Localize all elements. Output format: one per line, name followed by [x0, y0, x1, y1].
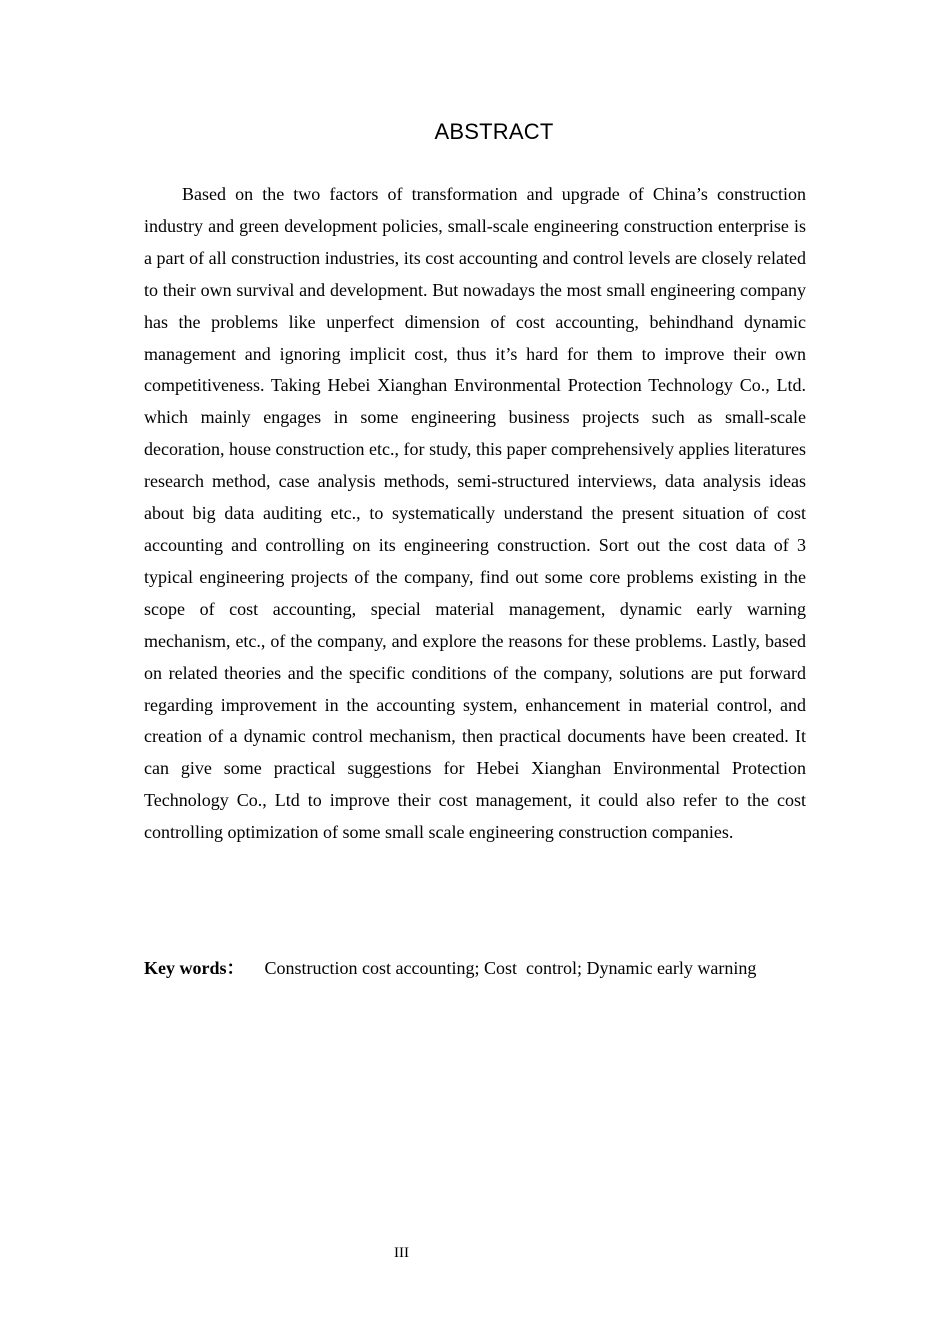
abstract-body: Based on the two factors of transformation and upgrade of China’s construction industry and green development policies, small-scale engineering construction enterprise is a part of all construction industries, its cost accounting and control levels are closely related to their own survival and development. But nowadays the most small engineering company has the problems like unperfect dimension of cost accounting, behindhand dynamic management and ignoring implicit cost, thus it’s hard for them to improve their own competitiveness. Taking Hebei Xianghan Environmental Protection Technology Co., Ltd. which mainly engages in some engineering business projects such as small-scale decoration, house construction etc., for study, this paper comprehensively applies literatures research method, case analysis methods, semi-structured interviews, data analysis ideas about big data auditing etc., to systematically understand the present situation of cost accounting and controlling on its engineering construction. Sort out the cost data of 3 typical engineering projects of the company, find out some core problems existing in the scope of cost accounting, special material management, dynamic early warning mechanism, etc., of the company, and explore the reasons for these problems. Lastly, based on related theories and the specific conditions of the company, solutions are put forward regarding improvement in the accounting system, enhancement in material control, and creation of a dynamic control mechanism, then practical documents have been created. It can give some practical suggestions for Hebei Xianghan Environmental Protection Technology Co., Ltd to improve their cost management, it could also refer to the cost controlling optimization of some small scale engineering construction companies. [144, 184, 806, 843]
keywords-line [144, 952, 844, 984]
page-number: III [394, 1245, 409, 1261]
abstract-title: ABSTRACT [434, 119, 554, 144]
keywords-label: Key words： [144, 958, 245, 978]
keywords-value: Construction cost accounting; Cost control; Dynamic early warning [264, 958, 757, 978]
